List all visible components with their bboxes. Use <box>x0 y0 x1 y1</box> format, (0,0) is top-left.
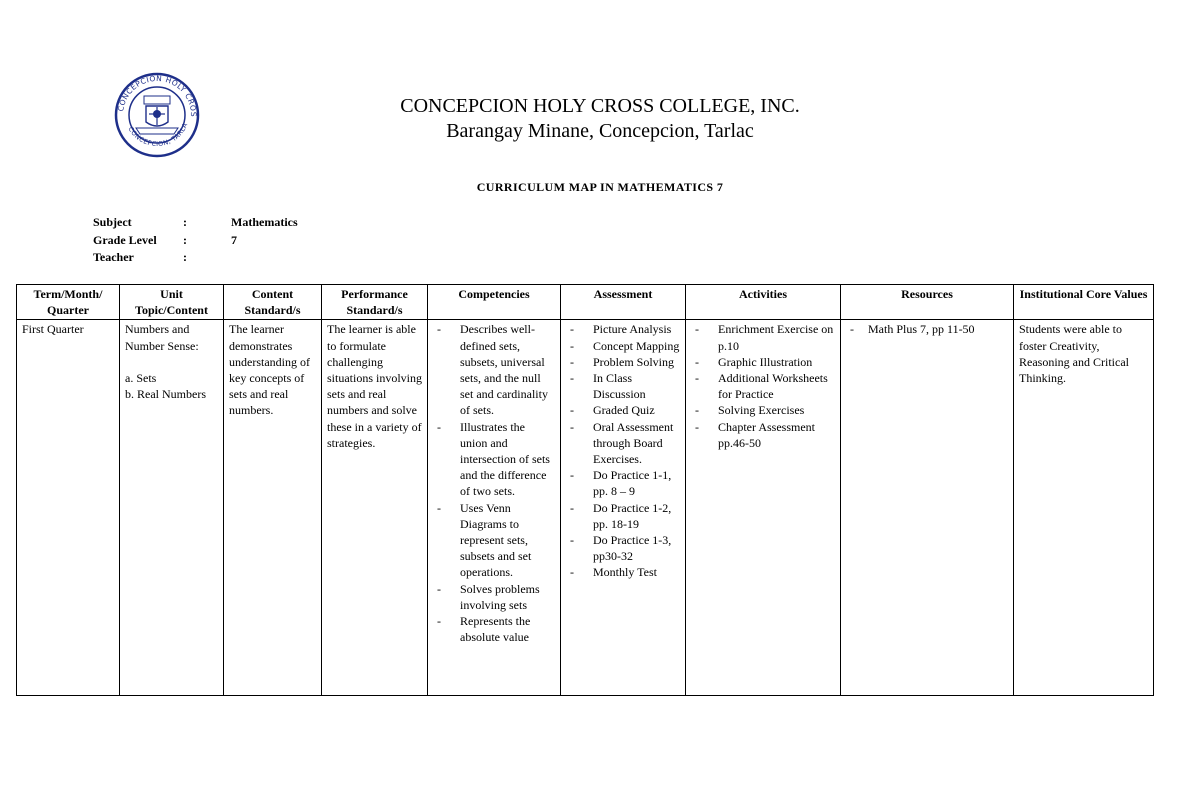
header-content-standard: Content Standard/s <box>224 285 322 320</box>
info-row-grade-level <box>93 232 298 250</box>
header-resources: Resources <box>841 285 1014 320</box>
school-name: CONCEPCION HOLY CROSS COLLEGE, INC. <box>400 95 800 117</box>
cell-competencies <box>428 320 561 696</box>
list-item: - Enrichment Exercise on p.10 <box>691 321 835 353</box>
list-item: - Math Plus 7, pp 11-50 <box>846 321 1008 337</box>
list-item: - Graded Quiz <box>566 402 680 418</box>
list-item: - In Class Discussion <box>566 370 680 402</box>
list-item: - Problem Solving <box>566 354 680 370</box>
list-item: - Describes well-defined sets, subsets, universal sets, and the null set and cardinality of sets. <box>433 321 555 418</box>
cell-unit <box>120 320 224 696</box>
table-header-row <box>17 285 1154 320</box>
unit-subtopic: a. Sets <box>125 370 157 385</box>
unit-subtopic: b. Real Numbers <box>125 387 206 402</box>
list-item: - Additional Worksheets for Practice <box>691 370 835 402</box>
unit-main: Numbers and Number Sense: <box>125 322 199 353</box>
subject-value: Mathematics <box>231 215 298 230</box>
info-block <box>93 214 298 267</box>
teacher-label: Teacher <box>93 250 134 265</box>
header-assessment: Assessment <box>561 285 686 320</box>
grade-level-value: 7 <box>231 232 237 247</box>
list-item: - Graphic Illustration <box>691 354 835 370</box>
list-item: - Uses Venn Diagrams to represent sets, subsets and set operations. <box>433 500 555 581</box>
cell-activities <box>686 320 841 696</box>
grade-level-colon: : <box>183 232 187 247</box>
info-row-teacher <box>93 249 298 267</box>
svg-text:CONCEPCION HOLY CROSS COLLEGE: CONCEPCION HOLY CROS <box>116 73 199 118</box>
list-item: - Chapter Assessment pp.46-50 <box>691 419 835 451</box>
cell-resources <box>841 320 1014 696</box>
school-address: Barangay Minane, Concepcion, Tarlac <box>446 120 754 142</box>
list-item: - Picture Analysis <box>566 321 680 337</box>
cell-core-values: Students were able to foster Creativity, Reasoning and Critical Thinking. <box>1014 320 1154 696</box>
list-item: - Represents the absolute value <box>433 613 555 645</box>
cell-assessment <box>561 320 686 696</box>
header-unit: Unit Topic/Content <box>120 285 224 320</box>
header-core-values: Institutional Core Values <box>1014 285 1154 320</box>
list-item: - Solving Exercises <box>691 402 835 418</box>
subject-label: Subject <box>93 215 132 230</box>
list-item: - Do Practice 1-2, pp. 18-19 <box>566 500 680 532</box>
curriculum-map-table <box>16 284 1154 696</box>
list-item: - Monthly Test <box>566 564 680 580</box>
grade-level-label: Grade Level <box>93 232 157 247</box>
info-row-subject <box>93 214 298 232</box>
header-activities: Activities <box>686 285 841 320</box>
list-item: - Solves problems involving sets <box>433 581 555 613</box>
cell-term: First Quarter <box>17 320 120 696</box>
table-row <box>17 320 1154 696</box>
document-title: CURRICULUM MAP IN MATHEMATICS 7 <box>476 180 724 194</box>
cell-performance-standard: The learner is able to formulate challenging situations involving sets and real numbers and solve these in a variety of strategies. <box>322 320 428 696</box>
list-item: - Concept Mapping <box>566 338 680 354</box>
list-item: - Do Practice 1-1, pp. 8 – 9 <box>566 467 680 499</box>
svg-text:CONCEPCION, TARLAC, PHILIPPINE: CONCEPCION, TARLA <box>126 121 190 149</box>
cell-content-standard: The learner demonstrates understanding of key concepts of sets and real numbers. <box>224 320 322 696</box>
list-item: - Do Practice 1-3, pp30-32 <box>566 532 680 564</box>
list-item: - Oral Assessment through Board Exercises. <box>566 419 680 468</box>
header-competencies: Competencies <box>428 285 561 320</box>
subject-colon: : <box>183 215 187 230</box>
header-term: Term/Month/ Quarter <box>17 285 120 320</box>
teacher-colon: : <box>183 250 187 265</box>
header-performance-standard: Performance Standard/s <box>322 285 428 320</box>
list-item: - Illustrates the union and intersection of sets and the difference of two sets. <box>433 419 555 500</box>
